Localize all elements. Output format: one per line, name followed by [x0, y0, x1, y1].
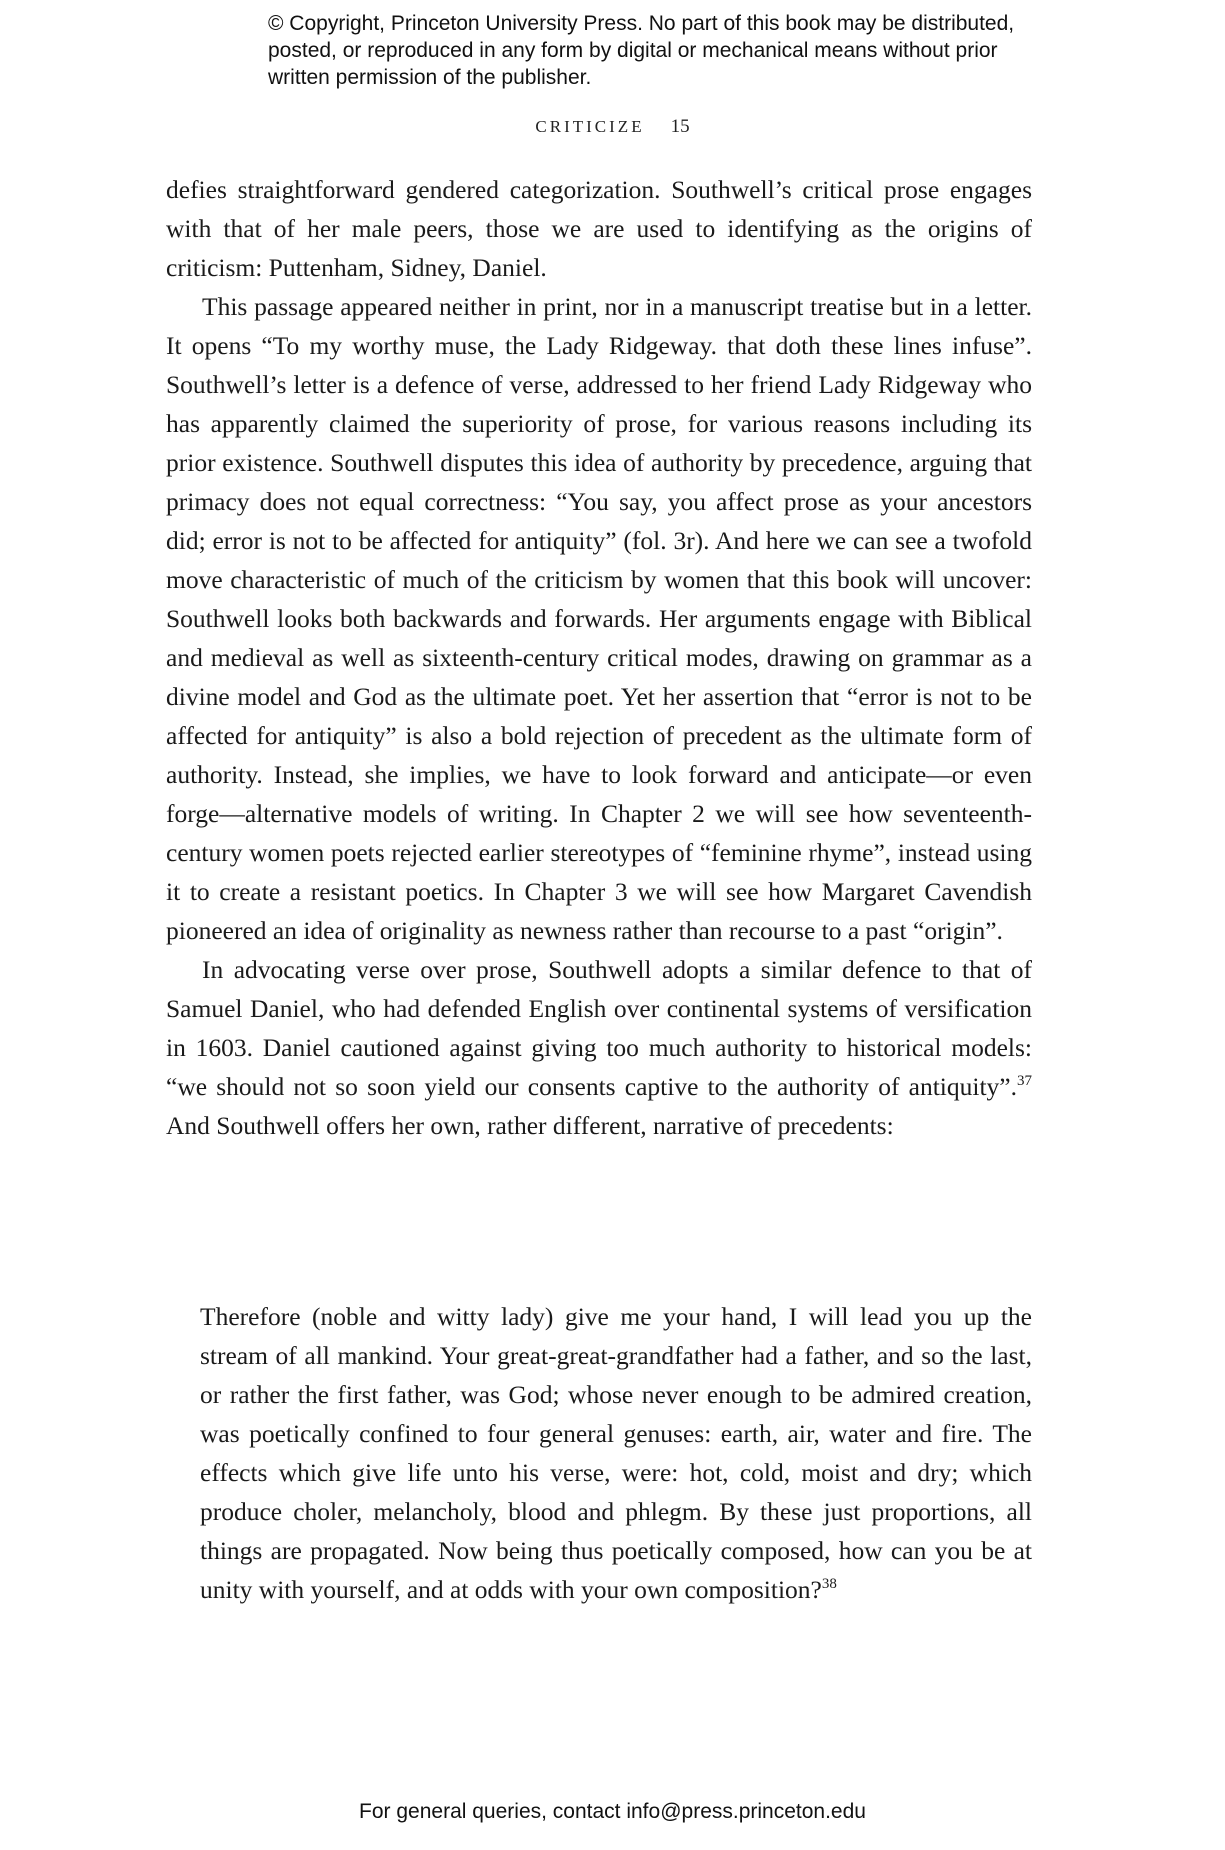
footnote-ref-38[interactable]: 38 [821, 1576, 837, 1592]
running-head [0, 116, 1225, 138]
footnote-ref-37[interactable]: 37 [1017, 1073, 1032, 1089]
paragraph-1: defies straightforward gendered categorization. Southwell’s critical prose engages with that of her male peers, those we are used to identifying as the origins of criticism: Puttenham, Sidney, Daniel. [166, 175, 1032, 282]
block-quote-text [200, 1297, 1032, 1609]
paragraph-3-text: In advocating verse over prose, Southwell adopts a similar defence to that of Samuel Daniel, who had defended English over continental systems of versification in 1603. Daniel cautioned against giving too much authority to historical models: “we should not so soon yield our consents captive to the authority of antiquity”. [166, 955, 1032, 1101]
running-head-title: CRITICIZE [535, 117, 645, 136]
paragraph-3 [166, 950, 1032, 1145]
copyright-notice: © Copyright, Princeton University Press. No part of this book may be distributed, posted, or reproduced in any form by digital or mechanical means without prior written permission of the publisher. [268, 12, 1015, 89]
paragraph-3-tail: And Southwell offers her own, rather different, narrative of precedents: [166, 1111, 894, 1140]
footer-contact: For general queries, contact info@press.princeton.edu [359, 1800, 866, 1823]
block-quote-body: Therefore (noble and witty lady) give me your hand, I will lead you up the stream of all mankind. Your great-great-grandfather had a father, and so the last, or rather the first father, was God; whose never enough to be admired creation, was poetically confined to four general genuses: earth, air, water and fire. The effects which give life unto his verse, were: hot, cold, moist and dry; which produce choler, melancholy, blood and phlegm. By these just proportions, all things are propagated. Now being thus poetically composed, how can you be at unity with yourself, and at odds with your own composition? [200, 1302, 1032, 1604]
block-quote [200, 1297, 1032, 1609]
paragraph-2: This passage appeared neither in print, nor in a manuscript treatise but in a letter. It opens “To my worthy muse, the Lady Ridgeway. that doth these lines infuse”. Southwell’s letter is a defence of verse, addressed to her friend Lady Ridgeway who has apparently claimed the superiority of prose, for various reasons including its prior existence. Southwell disputes this idea of authority by precedence, arguing that primacy does not equal correctness: “You say, you affect prose as your ancestors did; error is not to be affected for antiquity” (fol. 3r). And here we can see a twofold move characteristic of much of the criticism by women that this book will uncover: Southwell looks both backwards and forwards. Her arguments engage with Biblical and medieval as well as sixteenth-century critical modes, drawing on grammar as a divine model and God as the ultimate poet. Yet her assertion that “error is not to be affected for antiquity” is also a bold rejection of precedent as the ultimate form of authority. Instead, she implies, we have to look forward and anticipate—or even forge—alternative models of writing. In Chapter 2 we will see how seventeenth-century women poets rejected earlier stereotypes of “feminine rhyme”, instead using it to create a resistant poetics. In Chapter 3 we will see how Margaret Cavendish pioneered an idea of originality as newness rather than recourse to a past “origin”. [166, 292, 1032, 945]
page-number: 15 [670, 116, 690, 137]
body-text [166, 170, 1032, 1145]
